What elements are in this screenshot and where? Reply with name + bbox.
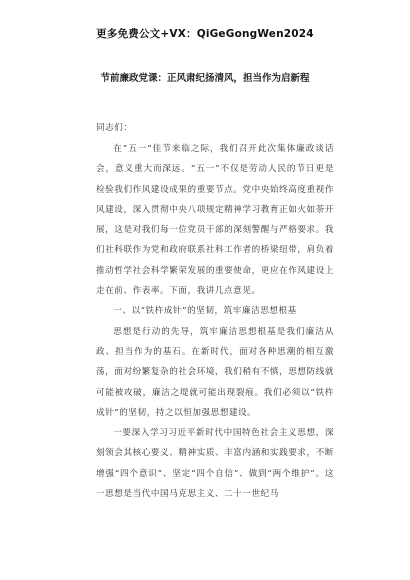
paragraph-point-1: 一要深入学习习近平新时代中国特色社会主义思想，深刻领会其核心要义、精神实质、丰富内涵和实践要求，不断增强“四个意识”、坚定“四个自信”、做到“两个维护”。这一思想是当代中国马克思主义、二十一世纪马	[96, 428, 334, 500]
section-heading-1: 一、以“铁杵成针”的坚韧，筑牢廉洁思想根基	[113, 306, 297, 317]
document-title: 节前廉政党课：正风肃纪扬清风，担当作为启新程	[100, 73, 310, 84]
salutation: 同志们：	[96, 123, 133, 133]
paragraph-intro: 在“五一”佳节来临之际，我们召开此次集体廉政谈话会，意义重大而深远。“五一”不仅是劳动人民的节日更是检验我们作风建设成果的重要节点。党中央始终高度重视作风建设，深入贯彻中央八项规定精神学习教育正如火如荼开展，这是对我们每一位党员干部的深刻警醒与严格要求。我们社科联作为党和政府联系社科工作者的桥梁纽带，肩负着推动哲学社会科学繁荣发展的重要使命，更应在作风建设上走在前、作表率。下面，我讲几点意见。	[96, 144, 334, 297]
watermark-header: 更多免费公文+VX：QiGeGongWen2024	[96, 28, 314, 40]
document-body	[96, 139, 334, 504]
paragraph-section-1: 思想是行动的先导，筑牢廉洁思想根基是我们廉洁从政、担当作为的基石。在新时代，面对各种思潮的相互激荡，面对纷繁复杂的社会环境，我们稍有不慎，思想防线就可能被攻破，廉洁之堤就可能出现裂痕。我们必须以“铁杵成针”的坚韧，持之以恒加强思想建设。	[96, 326, 334, 418]
